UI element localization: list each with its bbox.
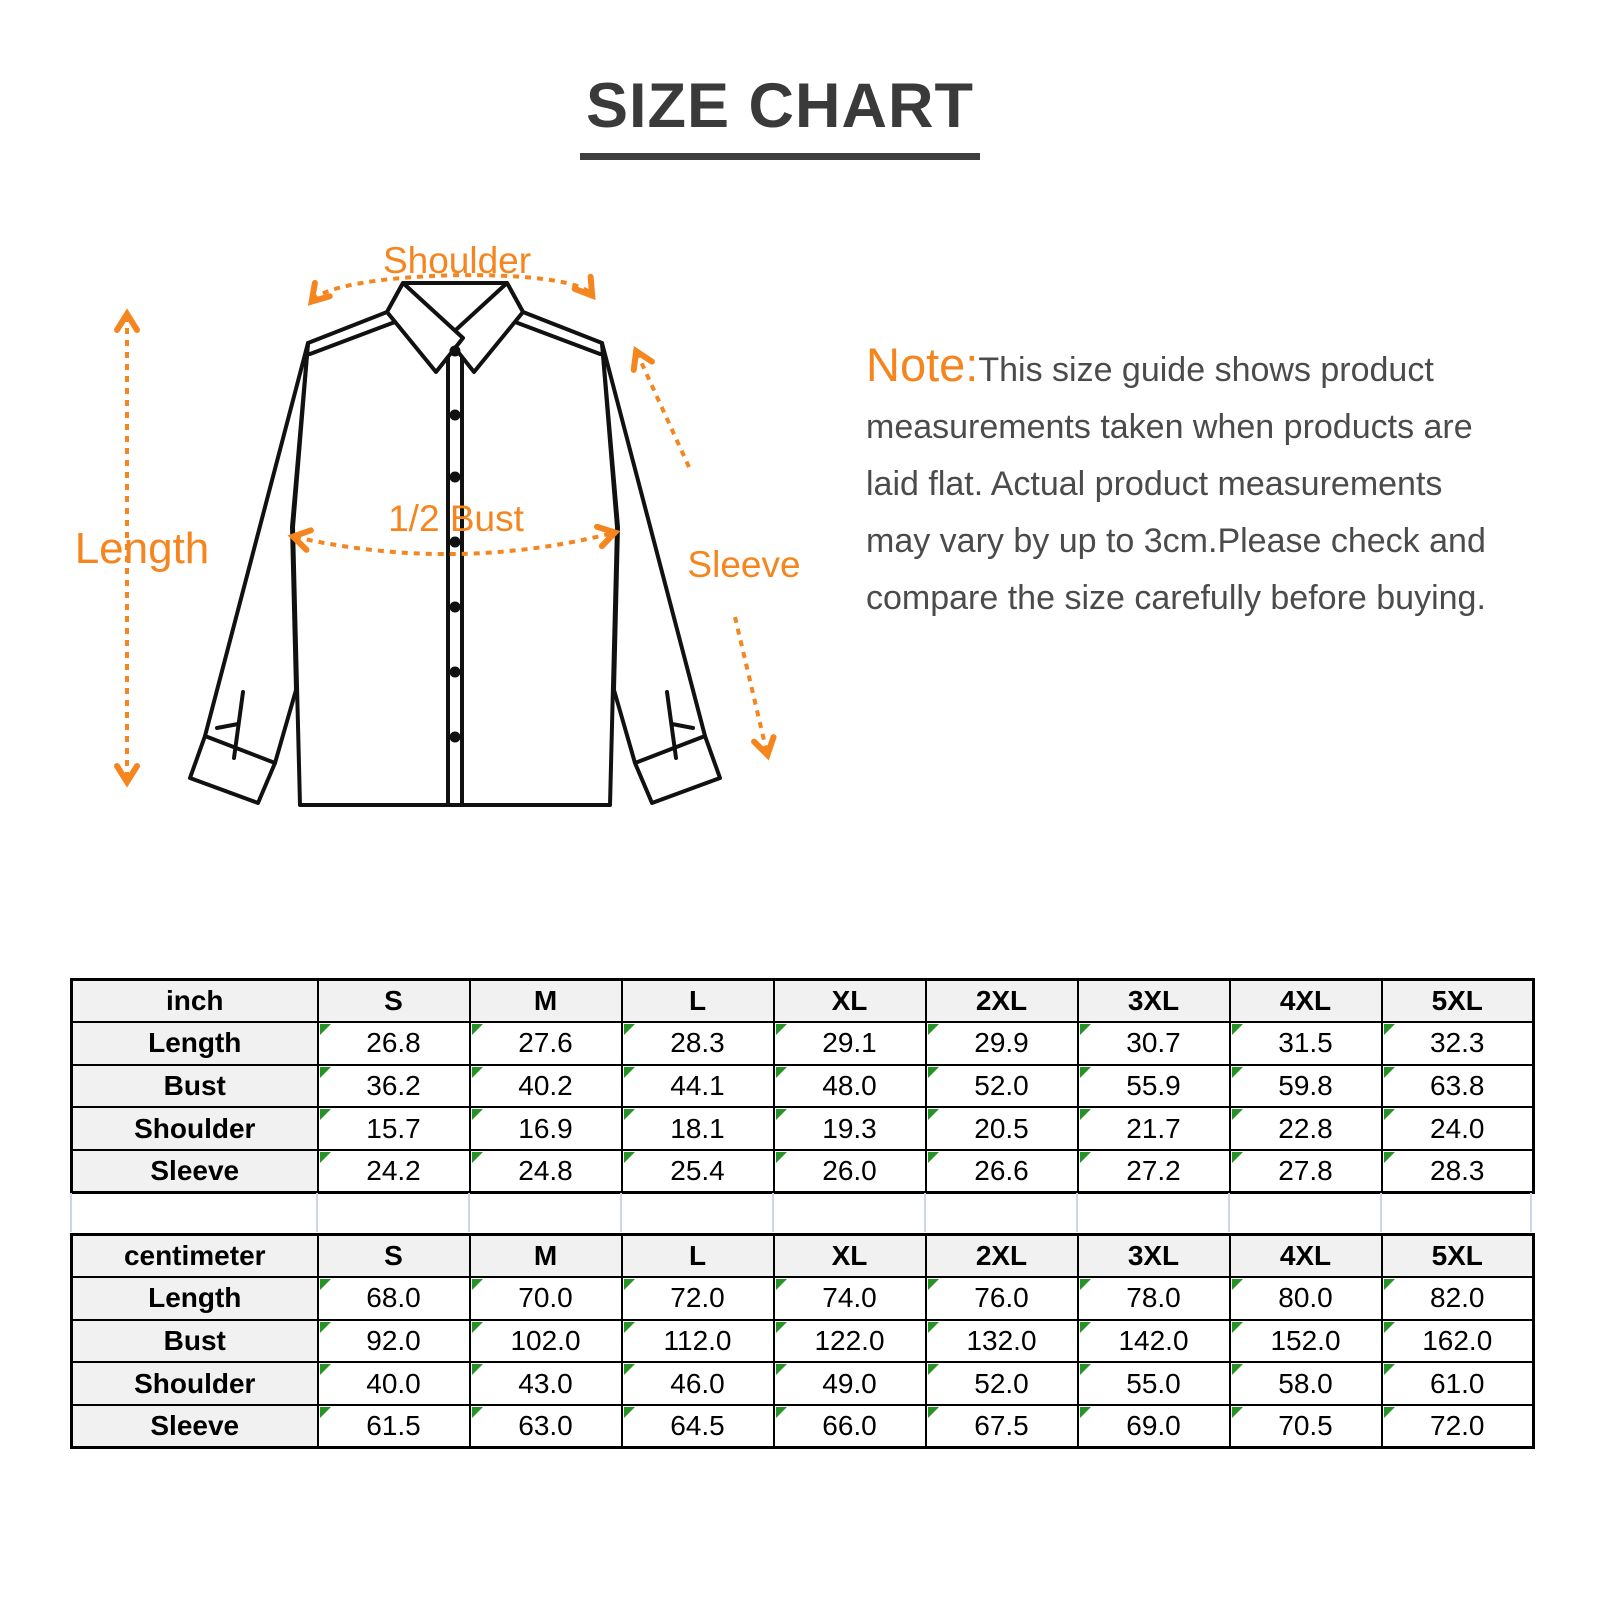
- size-header-cell: S: [318, 1235, 470, 1278]
- measurement-value-cell: 52.0: [926, 1065, 1078, 1108]
- collar-button: [450, 346, 461, 357]
- measurement-value-cell: 15.7: [318, 1107, 470, 1150]
- measurement-value-cell: 59.8: [1230, 1065, 1382, 1108]
- measurement-value-cell: 46.0: [622, 1362, 774, 1405]
- gridline: [468, 1193, 470, 1232]
- cm-size-table: [70, 1233, 1535, 1449]
- measurement-value-cell: 27.8: [1230, 1150, 1382, 1193]
- measurement-value-cell: 63.8: [1382, 1065, 1534, 1108]
- measurement-value-cell: 82.0: [1382, 1277, 1534, 1320]
- measurement-value-cell: 67.5: [926, 1405, 1078, 1448]
- measurement-value-cell: 68.0: [318, 1277, 470, 1320]
- measurement-value-cell: 24.8: [470, 1150, 622, 1193]
- sleeve-arrow-lower: [735, 617, 767, 753]
- measurement-value-cell: 26.8: [318, 1022, 470, 1065]
- measurement-label-cell: Bust: [72, 1065, 318, 1108]
- measurement-row: [72, 1107, 1534, 1150]
- sleeve-label: Sleeve: [687, 544, 801, 585]
- gridline: [1530, 1193, 1532, 1232]
- measurement-value-cell: 78.0: [1078, 1277, 1230, 1320]
- measurement-label-cell: Length: [72, 1277, 318, 1320]
- measurement-value-cell: 74.0: [774, 1277, 926, 1320]
- measurement-value-cell: 24.0: [1382, 1107, 1534, 1150]
- measurement-row: [72, 1362, 1534, 1405]
- measurement-value-cell: 49.0: [774, 1362, 926, 1405]
- size-header-cell: L: [622, 1235, 774, 1278]
- measurement-value-cell: 80.0: [1230, 1277, 1382, 1320]
- shirt-left-sleeve: [190, 343, 308, 803]
- measurement-value-cell: 25.4: [622, 1150, 774, 1193]
- measurement-value-cell: 76.0: [926, 1277, 1078, 1320]
- measurement-value-cell: 162.0: [1382, 1320, 1534, 1363]
- measurement-value-cell: 72.0: [1382, 1405, 1534, 1448]
- gridline: [772, 1193, 774, 1232]
- size-header-cell: 5XL: [1382, 980, 1534, 1023]
- measurement-value-cell: 22.8: [1230, 1107, 1382, 1150]
- measurement-value-cell: 55.0: [1078, 1362, 1230, 1405]
- measurement-value-cell: 29.1: [774, 1022, 926, 1065]
- measurement-row: [72, 1277, 1534, 1320]
- unit-header-cell: centimeter: [72, 1235, 318, 1278]
- measurement-value-cell: 40.0: [318, 1362, 470, 1405]
- measurement-value-cell: 122.0: [774, 1320, 926, 1363]
- shirt-illustration: [190, 283, 720, 805]
- size-header-cell: 3XL: [1078, 1235, 1230, 1278]
- size-header-cell: 4XL: [1230, 1235, 1382, 1278]
- measurement-value-cell: 48.0: [774, 1065, 926, 1108]
- measurement-value-cell: 152.0: [1230, 1320, 1382, 1363]
- measurement-value-cell: 64.5: [622, 1405, 774, 1448]
- measurement-value-cell: 70.0: [470, 1277, 622, 1320]
- measurement-value-cell: 66.0: [774, 1405, 926, 1448]
- shirt-measurement-diagram: [60, 220, 820, 840]
- measurement-value-cell: 92.0: [318, 1320, 470, 1363]
- size-header-cell: 2XL: [926, 980, 1078, 1023]
- measurement-value-cell: 40.2: [470, 1065, 622, 1108]
- gridline: [1076, 1193, 1078, 1232]
- measurement-row: [72, 1320, 1534, 1363]
- measurement-value-cell: 30.7: [1078, 1022, 1230, 1065]
- measurement-value-cell: 31.5: [1230, 1022, 1382, 1065]
- unit-header-cell: inch: [72, 980, 318, 1023]
- length-label: Length: [74, 524, 210, 573]
- gridline: [70, 1193, 72, 1232]
- measurement-value-cell: 20.5: [926, 1107, 1078, 1150]
- measurement-value-cell: 61.0: [1382, 1362, 1534, 1405]
- measurement-row: [72, 1150, 1534, 1193]
- size-header-row: [72, 1235, 1534, 1278]
- spreadsheet-gridlines: [70, 1193, 1532, 1232]
- gridline: [1380, 1193, 1382, 1232]
- measurement-value-cell: 24.2: [318, 1150, 470, 1193]
- measurement-value-cell: 16.9: [470, 1107, 622, 1150]
- measurement-value-cell: 27.2: [1078, 1150, 1230, 1193]
- measurement-value-cell: 112.0: [622, 1320, 774, 1363]
- note-heading: Note:: [866, 338, 979, 391]
- size-header-cell: 2XL: [926, 1235, 1078, 1278]
- measurement-value-cell: 26.6: [926, 1150, 1078, 1193]
- measurement-label-cell: Shoulder: [72, 1362, 318, 1405]
- measurement-value-cell: 43.0: [470, 1362, 622, 1405]
- note-paragraph: [866, 336, 1506, 627]
- measurement-value-cell: 44.1: [622, 1065, 774, 1108]
- measurement-row: [72, 1022, 1534, 1065]
- measurement-label-cell: Shoulder: [72, 1107, 318, 1150]
- measurement-row: [72, 1405, 1534, 1448]
- size-header-row: [72, 980, 1534, 1023]
- measurement-value-cell: 69.0: [1078, 1405, 1230, 1448]
- measurement-value-cell: 55.9: [1078, 1065, 1230, 1108]
- measurement-value-cell: 72.0: [622, 1277, 774, 1320]
- measurement-value-cell: 19.3: [774, 1107, 926, 1150]
- measurement-value-cell: 70.5: [1230, 1405, 1382, 1448]
- measurement-value-cell: 61.5: [318, 1405, 470, 1448]
- size-header-cell: 3XL: [1078, 980, 1230, 1023]
- measurement-value-cell: 28.3: [622, 1022, 774, 1065]
- measurement-value-cell: 132.0: [926, 1320, 1078, 1363]
- measurement-value-cell: 142.0: [1078, 1320, 1230, 1363]
- measurement-label-cell: Sleeve: [72, 1405, 318, 1448]
- measurement-value-cell: 18.1: [622, 1107, 774, 1150]
- size-header-cell: XL: [774, 980, 926, 1023]
- gridline: [924, 1193, 926, 1232]
- measurement-label-cell: Bust: [72, 1320, 318, 1363]
- measurement-value-cell: 58.0: [1230, 1362, 1382, 1405]
- size-header-cell: S: [318, 980, 470, 1023]
- measurement-label-cell: Length: [72, 1022, 318, 1065]
- gridline: [620, 1193, 622, 1232]
- measurement-value-cell: 63.0: [470, 1405, 622, 1448]
- bust-label: 1/2 Bust: [388, 498, 524, 539]
- shoulder-label: Shoulder: [382, 240, 532, 281]
- size-header-cell: M: [470, 1235, 622, 1278]
- size-header-cell: XL: [774, 1235, 926, 1278]
- measurement-label-cell: Sleeve: [72, 1150, 318, 1193]
- size-header-cell: L: [622, 980, 774, 1023]
- measurement-value-cell: 21.7: [1078, 1107, 1230, 1150]
- measurement-value-cell: 36.2: [318, 1065, 470, 1108]
- measurement-value-cell: 32.3: [1382, 1022, 1534, 1065]
- page-title: SIZE CHART: [580, 70, 980, 160]
- size-header-cell: 4XL: [1230, 980, 1382, 1023]
- measurement-row: [72, 1065, 1534, 1108]
- inch-size-table: [70, 978, 1535, 1194]
- gridline: [1228, 1193, 1230, 1232]
- measurement-value-cell: 102.0: [470, 1320, 622, 1363]
- sleeve-arrow-upper: [637, 353, 689, 467]
- size-header-cell: M: [470, 980, 622, 1023]
- measurement-value-cell: 28.3: [1382, 1150, 1534, 1193]
- note-body-text: This size guide shows product measurements taken when products are laid flat. Actual product measurements may vary by up to 3cm.Please check and compare the size carefully before buying.: [866, 351, 1486, 617]
- measurement-value-cell: 29.9: [926, 1022, 1078, 1065]
- measurement-value-cell: 27.6: [470, 1022, 622, 1065]
- gridline: [316, 1193, 318, 1232]
- size-header-cell: 5XL: [1382, 1235, 1534, 1278]
- measurement-value-cell: 52.0: [926, 1362, 1078, 1405]
- measurement-value-cell: 26.0: [774, 1150, 926, 1193]
